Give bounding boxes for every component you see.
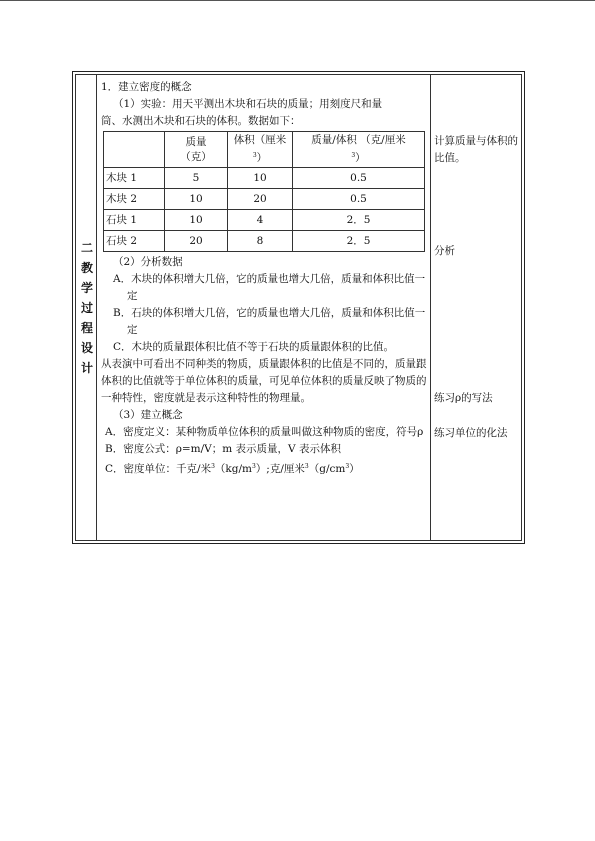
header-blank-cell xyxy=(104,132,165,168)
row-name: 木块 2 xyxy=(104,189,165,210)
experiment-line-1: （1）实验：用天平测出木块和石块的质量；用刻度尺和量 xyxy=(113,98,383,110)
row-volume: 4 xyxy=(228,210,293,231)
table-row xyxy=(104,210,425,231)
section-char: 学 xyxy=(80,280,93,295)
row-name: 石块 1 xyxy=(104,210,165,231)
analysis-title: （2）分析数据 xyxy=(113,256,183,268)
note-calc-ratio: 计算质量与体积的比值。 xyxy=(434,135,518,164)
row-name: 木块 1 xyxy=(104,168,165,189)
concept-c: C．密度单位：千克/米$^3(kg/m^3)$;克/厘米$^3(g/cm^3)$ xyxy=(105,463,360,475)
column-divider-right xyxy=(430,75,431,540)
analysis-a: A．木块的体积增大几倍，它的质量也增大几倍，质量和体积比值一定 xyxy=(113,273,426,302)
row-mass: 10 xyxy=(165,189,228,210)
section-char: 程 xyxy=(80,320,93,335)
column-divider-left xyxy=(96,75,97,540)
row-ratio: 0.5 xyxy=(293,168,425,189)
row-mass: 10 xyxy=(165,210,228,231)
table-row xyxy=(104,231,425,252)
section-char: 二 xyxy=(80,240,93,255)
content-heading: 1．建立密度的概念 xyxy=(101,81,192,93)
note-analysis: 分析 xyxy=(434,245,455,257)
conclusion-paragraph: 从表演中可看出不同种类的物质，质量跟体积的比值是不同的，质量跟体积的比值就等于单位体积的质量，可见单位体积的质量反映了物质的一种特性，密度就是表示这种特性的物理量。 xyxy=(101,358,427,404)
row-name: 石块 2 xyxy=(104,231,165,252)
row-mass: 5 xyxy=(165,168,228,189)
page-top-rule xyxy=(0,0,595,1)
concept-a: A．密度定义：某种物质单位体积的质量叫做这种物质的密度，符号ρ xyxy=(105,426,424,438)
header-ratio: 质量/体积 （克/厘米 $^3$） xyxy=(293,132,425,168)
section-label xyxy=(80,75,94,540)
lesson-table-inner xyxy=(75,74,522,541)
section-char: 计 xyxy=(80,360,93,375)
row-ratio: 2．5 xyxy=(293,210,425,231)
row-ratio: 2．5 xyxy=(293,231,425,252)
table-row xyxy=(104,189,425,210)
analysis-b: B．石块的体积增大几倍，它的质量也增大几倍，质量和体积比值一定 xyxy=(113,307,426,336)
concept-title: （3）建立概念 xyxy=(113,409,183,421)
header-volume: 体积（厘米 $^3$） xyxy=(228,132,293,168)
row-ratio: 0.5 xyxy=(293,189,425,210)
section-char: 教 xyxy=(80,260,93,275)
header-mass: 质量 （克） xyxy=(165,132,228,168)
lesson-table xyxy=(72,71,525,544)
row-volume: 20 xyxy=(228,189,293,210)
table-header-row xyxy=(104,132,425,168)
section-char: 过 xyxy=(80,300,93,315)
row-mass: 20 xyxy=(165,231,228,252)
section-char: 设 xyxy=(80,340,93,355)
note-units: 练习单位的化法 xyxy=(434,427,508,439)
experiment-line-2: 筒、水测出木块和石块的体积。数据如下： xyxy=(101,115,301,127)
analysis-c: C．木块的质量跟体积比值不等于石块的质量跟体积的比值。 xyxy=(113,341,395,353)
note-rho: 练习ρ的写法 xyxy=(434,392,493,404)
concept-b: B．密度公式：ρ=m/V；m 表示质量，V 表示体积 xyxy=(105,443,341,455)
lesson-content xyxy=(101,79,429,478)
row-volume: 10 xyxy=(228,168,293,189)
row-volume: 8 xyxy=(228,231,293,252)
table-row xyxy=(104,168,425,189)
density-data-table xyxy=(103,131,425,252)
